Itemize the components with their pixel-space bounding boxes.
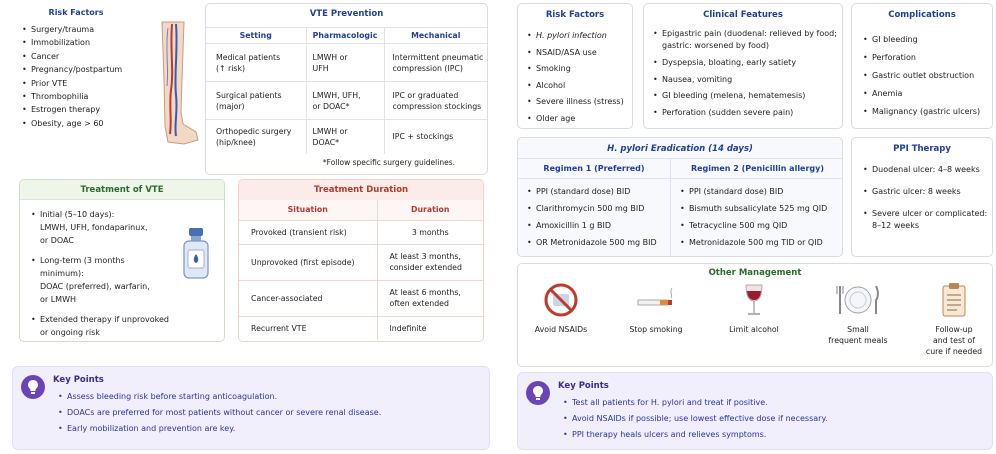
- list-item: • Clarithromycin 500 mg BID: [526, 200, 670, 217]
- table-cell: IPC + stockings: [384, 120, 487, 154]
- management-item-label: Small frequent meals: [828, 325, 888, 345]
- list-item: • Malignancy (gastric ulcers): [862, 103, 992, 121]
- table-cell: LMWH, UFH, or DOAC*: [306, 82, 384, 120]
- table-row: [239, 220, 483, 244]
- management-item-follow-up: [914, 282, 993, 357]
- list-item: • Extended therapy if unprovoked or ongoing risk: [30, 313, 170, 339]
- list-item: • Tetracycline 500 mg QID: [679, 217, 843, 234]
- list-item: • Epigastric pain (duodenal: relieved by food; gastric: worsened by food): [652, 28, 842, 51]
- eradication-title-text: H. pylori Eradication (14 days): [607, 144, 753, 154]
- table-row: [206, 120, 487, 154]
- management-item-stop-smoking: [616, 282, 696, 335]
- table-row: [239, 316, 483, 340]
- table-cell: Provoked (transient risk): [251, 227, 347, 237]
- list-item: [526, 28, 632, 45]
- eradication-title: [518, 144, 842, 154]
- table-cell: Medical patients (↑ risk): [216, 52, 281, 73]
- wine-glass-icon: [736, 282, 772, 318]
- list-item: • Older age: [526, 111, 632, 128]
- table-row: [239, 244, 483, 280]
- list-item: • Initial (5–10 days): LMWH, UFH, fondaparinux, or DOAC: [30, 208, 170, 247]
- list-item: • Nausea, vomiting: [652, 72, 842, 89]
- pud-key-points-list: [562, 395, 828, 443]
- regimen-1-column: [518, 158, 670, 257]
- table-row: [206, 44, 487, 82]
- vte-key-points-list: [57, 389, 381, 437]
- ppi-therapy-card: [851, 137, 993, 257]
- vte-prevention-card: [205, 3, 488, 175]
- list-item: • GI bleeding (melena, hematemesis): [652, 88, 842, 105]
- table-cell: Indefinite: [377, 316, 483, 340]
- list-item: • Cancer: [21, 50, 139, 63]
- list-item: • Avoid NSAIDs if possible; use lowest effective dose if necessary.: [562, 411, 828, 427]
- list-item: • OR Metronidazole 500 mg BID: [526, 234, 670, 251]
- list-item: • Early mobilization and prevention are key.: [57, 421, 381, 437]
- complications-card: [851, 3, 993, 129]
- list-item: • Thrombophilia: [21, 90, 139, 103]
- pud-key-points-title: Key Points: [558, 381, 609, 391]
- management-item-label: Stop smoking: [629, 325, 683, 334]
- list-item: • Perforation (sudden severe pain): [652, 105, 842, 122]
- list-item: • PPI (standard dose) BID: [526, 183, 670, 200]
- list-item: • Dyspepsia, bloating, early satiety: [652, 55, 842, 72]
- table-row: [206, 82, 487, 120]
- treatment-duration-header-bar: [239, 180, 483, 200]
- table-cell: Intermittent pneumatic compression (IPC): [384, 44, 487, 82]
- other-management-title: Other Management: [708, 268, 802, 278]
- complications-title: Complications: [888, 10, 956, 20]
- medication-vial-icon: [180, 226, 212, 280]
- list-item: • Pregnancy/postpartum: [21, 63, 139, 76]
- pud-risk-factors-list: [526, 28, 632, 127]
- regimen-2-column: [670, 158, 843, 257]
- treatment-duration-table: [239, 200, 483, 340]
- table-cell: Cancer-associated: [251, 293, 323, 303]
- table-cell: LMWH or DOAC*: [306, 120, 384, 154]
- vte-key-points-title: Key Points: [53, 375, 104, 385]
- list-item: • GI bleeding: [862, 31, 992, 49]
- complications-list: [862, 31, 992, 121]
- management-item-label: Follow-up and test of cure if needed: [925, 325, 983, 356]
- list-item: • Estrogen therapy: [21, 103, 139, 116]
- pud-risk-factors-title: Risk Factors: [545, 10, 605, 20]
- table-row: [239, 280, 483, 316]
- pud-risk-factors-card: [517, 3, 633, 129]
- list-item: • Smoking: [526, 61, 632, 78]
- vte-risk-factors-card: [13, 3, 139, 153]
- list-item: • Long-term (3 months minimum): DOAC (preferred), warfarin, or LMWH: [30, 254, 170, 306]
- clinical-features-title: Clinical Features: [703, 10, 783, 20]
- lightbulb-icon: [21, 375, 45, 399]
- table-cell: Recurrent VTE: [251, 323, 307, 333]
- management-item-label: Limit alcohol: [729, 325, 779, 334]
- list-item-text: H. pylori infection: [536, 31, 607, 40]
- list-item: • PPI (standard dose) BID: [679, 183, 843, 200]
- clinical-features-card: [643, 3, 843, 129]
- vte-risk-factors-title: Risk Factors: [48, 8, 104, 17]
- list-item: • Obesity, age > 60: [21, 117, 139, 130]
- list-item: • Surgery/trauma: [21, 23, 139, 36]
- list-item: • Test all patients for H. pylori and treat if positive.: [562, 395, 828, 411]
- vte-prevention-title: VTE Prevention: [309, 9, 384, 19]
- list-item: • Amoxicillin 1 g BID: [526, 217, 670, 234]
- list-item: • Duodenal ulcer: 4–8 weeks: [862, 164, 992, 176]
- table-header: Duration: [377, 200, 483, 220]
- table-header: Mechanical: [384, 28, 487, 44]
- clinical-features-list: [652, 28, 842, 121]
- treatment-duration-title: Treatment Duration: [313, 185, 409, 195]
- table-header: Situation: [287, 205, 328, 215]
- no-nsaids-icon: [543, 282, 579, 318]
- pud-key-points-box: [517, 372, 993, 450]
- treatment-vte-header-bar: [20, 180, 224, 200]
- list-item: • DOACs are preferred for most patients without cancer or severe renal disease.: [57, 405, 381, 421]
- list-item: • Gastric ulcer: 8 weeks: [862, 186, 992, 198]
- regimen-1-list: [526, 183, 670, 251]
- eradication-card: [517, 137, 843, 257]
- table-cell: At least 6 months, often extended: [377, 280, 483, 316]
- list-item: • NSAID/ASA use: [526, 45, 632, 62]
- other-management-card: [517, 263, 993, 367]
- regimen-2-list: [679, 183, 843, 251]
- list-item: • Prior VTE: [21, 77, 139, 90]
- leg-veins-illustration: [148, 20, 200, 148]
- table-header: Pharmacologic: [306, 28, 384, 44]
- table-cell: 3 months: [377, 220, 483, 244]
- ppi-therapy-list: [862, 164, 992, 232]
- treatment-duration-card: [238, 179, 484, 342]
- table-cell: IPC or graduated compression stockings: [384, 82, 487, 120]
- list-item: • Gastric outlet obstruction: [862, 67, 992, 85]
- vte-prevention-footnote: *Follow specific surgery guidelines.: [322, 158, 455, 167]
- management-item-label: Avoid NSAIDs: [534, 325, 588, 334]
- regimen-2-title: Regimen 2 (Penicillin allergy): [671, 159, 843, 179]
- list-item: • Assess bleeding risk before starting anticoagulation.: [57, 389, 381, 405]
- management-item-limit-alcohol: [714, 282, 794, 335]
- regimen-1-title: Regimen 1 (Preferred): [518, 159, 670, 179]
- list-item: • Metronidazole 500 mg TID or QID: [679, 234, 843, 251]
- table-cell: LMWH or UFH: [306, 44, 384, 82]
- vte-prevention-table: [206, 27, 487, 154]
- management-item-avoid-nsaids: [521, 282, 601, 335]
- table-header: Setting: [239, 31, 272, 40]
- plate-cutlery-icon: [834, 282, 882, 318]
- clipboard-icon: [939, 282, 969, 318]
- treatment-vte-list: [30, 208, 170, 339]
- management-item-small-meals: [818, 282, 898, 346]
- stop-smoking-icon: [634, 282, 678, 318]
- list-item: • PPI therapy heals ulcers and relieves symptoms.: [562, 427, 828, 443]
- vte-key-points-box: [12, 366, 490, 450]
- list-item: • Anemia: [862, 85, 992, 103]
- list-item: • Immobilization: [21, 36, 139, 49]
- table-cell: Orthopedic surgery (hip/knee): [216, 126, 292, 147]
- ppi-therapy-title: PPI Therapy: [893, 144, 951, 154]
- treatment-vte-card: [19, 179, 225, 342]
- list-item: • Severe illness (stress): [526, 94, 632, 111]
- list-item: • Bismuth subsalicylate 525 mg QID: [679, 200, 843, 217]
- vte-risk-factors-list: [21, 23, 139, 130]
- table-cell: At least 3 months, consider extended: [377, 244, 483, 280]
- list-item: • Severe ulcer or complicated: 8–12 weeks: [862, 208, 992, 232]
- list-item: • Perforation: [862, 49, 992, 67]
- lightbulb-icon: [526, 381, 550, 405]
- table-cell: Unprovoked (first episode): [251, 257, 355, 267]
- table-cell: Surgical patients (major): [216, 90, 282, 111]
- treatment-vte-title: Treatment of VTE: [80, 185, 164, 195]
- list-item: • Alcohol: [526, 78, 632, 95]
